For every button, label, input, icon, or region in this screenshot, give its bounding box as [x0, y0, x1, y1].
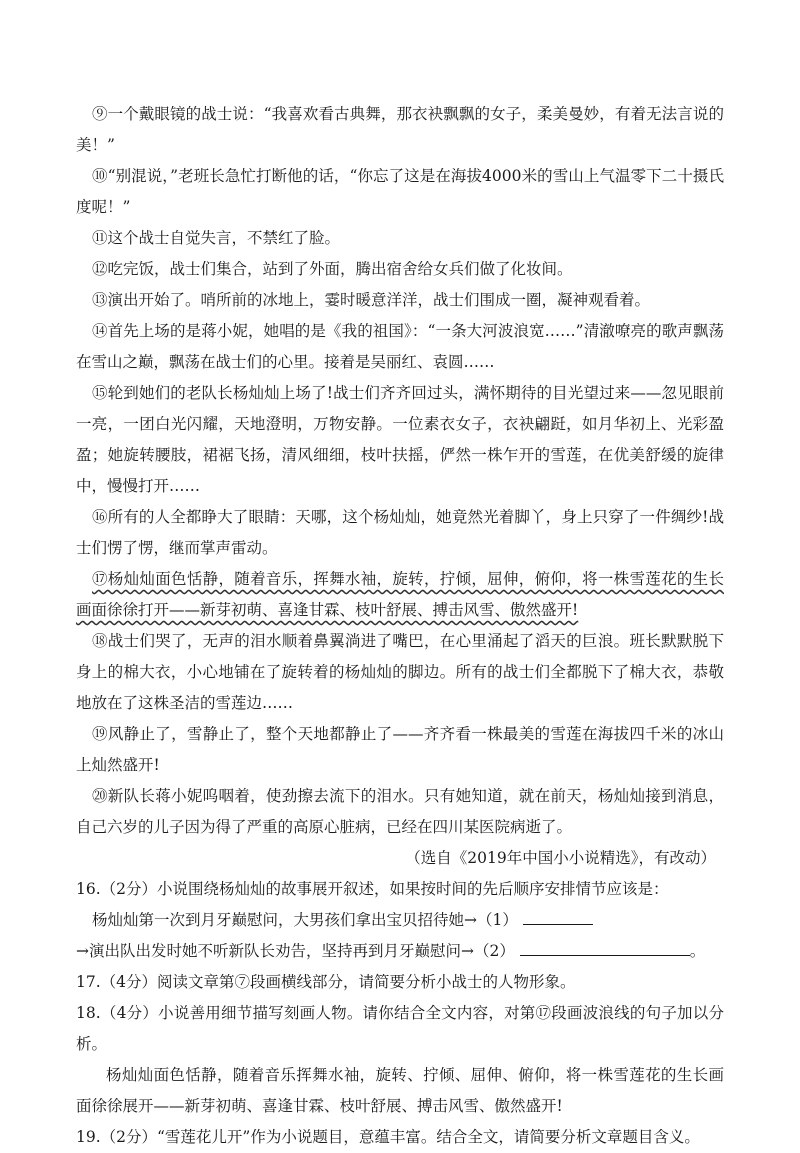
question-16-stem: 16.（2分）小说围绕杨灿灿的故事展开叙述，如果按时间的先后顺序安排情节应该是： — [76, 880, 669, 898]
paragraph-9: ⑨一个戴眼镜的战士说：“我喜欢看古典舞，那衣袂飘飘的女子，柔美曼妙，有着无法言说的美！” — [76, 105, 724, 154]
paragraph-10: ⑩“别混说，”老班长急忙打断他的话，“你忘了这是在海拔4000米的雪山上气温零下二十摄氏度呢！” — [76, 167, 724, 216]
question-16-line-2-text: →演出队出发时她不听新队长劝告，坚持再到月牙巅慰问→（2） — [76, 942, 515, 960]
paragraph-20: ⑳新队长蒋小妮呜咽着，使劲擦去流下的泪水。只有她知道，就在前天，杨灿灿接到消息，自己六岁的儿子因为得了严重的高原心脏病，已经在四川某医院病逝了。 — [76, 787, 724, 836]
question-16-line-1 — [76, 905, 724, 936]
paragraph-15: ⑮轮到她们的老队长杨灿灿上场了!战士们齐齐回过头，满怀期待的目光望过来——忽见眼前一亮，一团白光闪耀，天地澄明，万物安静。一位素衣女子，衣袂翩跹，如月华初上、光彩盈盈；她旋转腰肢，裙裾飞扬，清风细细，枝叶扶摇，俨然一株乍开的雪莲，在优美舒缓的旋律中，慢慢打开…… — [76, 384, 724, 495]
answer-blank-1[interactable] — [523, 906, 593, 925]
question-17: 17.（4分）阅读文章第⑦段画横线部分，请简要分析小战士的人物形象。 — [76, 973, 576, 991]
question-16-line-2 — [76, 936, 724, 967]
answer-blank-2[interactable] — [520, 937, 690, 956]
question-16-end: 。 — [689, 942, 706, 960]
paragraph-11: ⑪这个战士自觉失言，不禁红了脸。 — [92, 229, 341, 247]
paragraph-14: ⑭首先上场的是蒋小妮，她唱的是《我的祖国》：“一条大河波浪宽……”清澈嘹亮的歌声飘荡在雪山之巅，飘荡在战士们的心里。接着是吴丽红、袁圆…… — [76, 322, 724, 371]
question-19: 19.（2分）“雪莲花儿开”作为小说题目，意蕴丰富。结合全文，请简要分析文章题目含义。 — [76, 1128, 700, 1146]
paragraph-12: ⑫吃完饭，战士们集合，站到了外面，腾出宿舍给女兵们做了化妆间。 — [92, 260, 573, 278]
paragraph-16: ⑯所有的人全都睁大了眼睛：天哪，这个杨灿灿，她竟然光着脚丫，身上只穿了一件绸纱!战士们愣了愣，继而掌声雷动。 — [76, 508, 724, 557]
question-18: 18.（4分）小说善用细节描写刻画人物。请你结合全文内容，对第⑰段画波浪线的句子加以分析。 — [76, 1004, 724, 1053]
question-18-quote: 杨灿灿面色恬静，随着音乐挥舞水袖，旋转、拧倾、屈伸、俯仰，将一株雪莲花的生长画面徐徐展开——新芽初萌、喜逢甘霖、枝叶舒展、搏击风雪、傲然盛开! — [76, 1066, 724, 1115]
question-16-line-1-text: 杨灿灿第一次到月牙巅慰问，大男孩们拿出宝贝招待她→（1） — [92, 911, 518, 929]
paragraph-17-wavy: ⑰杨灿灿面色恬静，随着音乐，挥舞水袖，旋转，拧倾，屈伸，俯仰，将一株雪莲花的生长画面徐徐打开——新芽初萌、喜逢甘霖、枝叶舒展、搏击风雪、傲然盛开! — [76, 570, 724, 619]
source-citation: （选自《2019年中国小小说精选》，有改动） — [405, 849, 716, 867]
paragraph-18: ⑱战士们哭了，无声的泪水顺着鼻翼淌进了嘴巴，在心里涌起了滔天的巨浪。班长默默脱下身上的棉大衣，小心地铺在了旋转着的杨灿灿的脚边。所有的战士们全都脱下了棉大衣，恭敬地放在了这株圣洁的雪莲边…… — [76, 632, 724, 712]
paragraph-19: ⑲风静止了，雪静止了，整个天地都静止了——齐齐看一株最美的雪莲在海拔四千米的冰山上灿然盛开! — [76, 725, 724, 774]
paragraph-13: ⑬演出开始了。哨所前的冰地上，霎时暖意洋洋，战士们围成一圈，凝神观看着。 — [92, 291, 651, 309]
